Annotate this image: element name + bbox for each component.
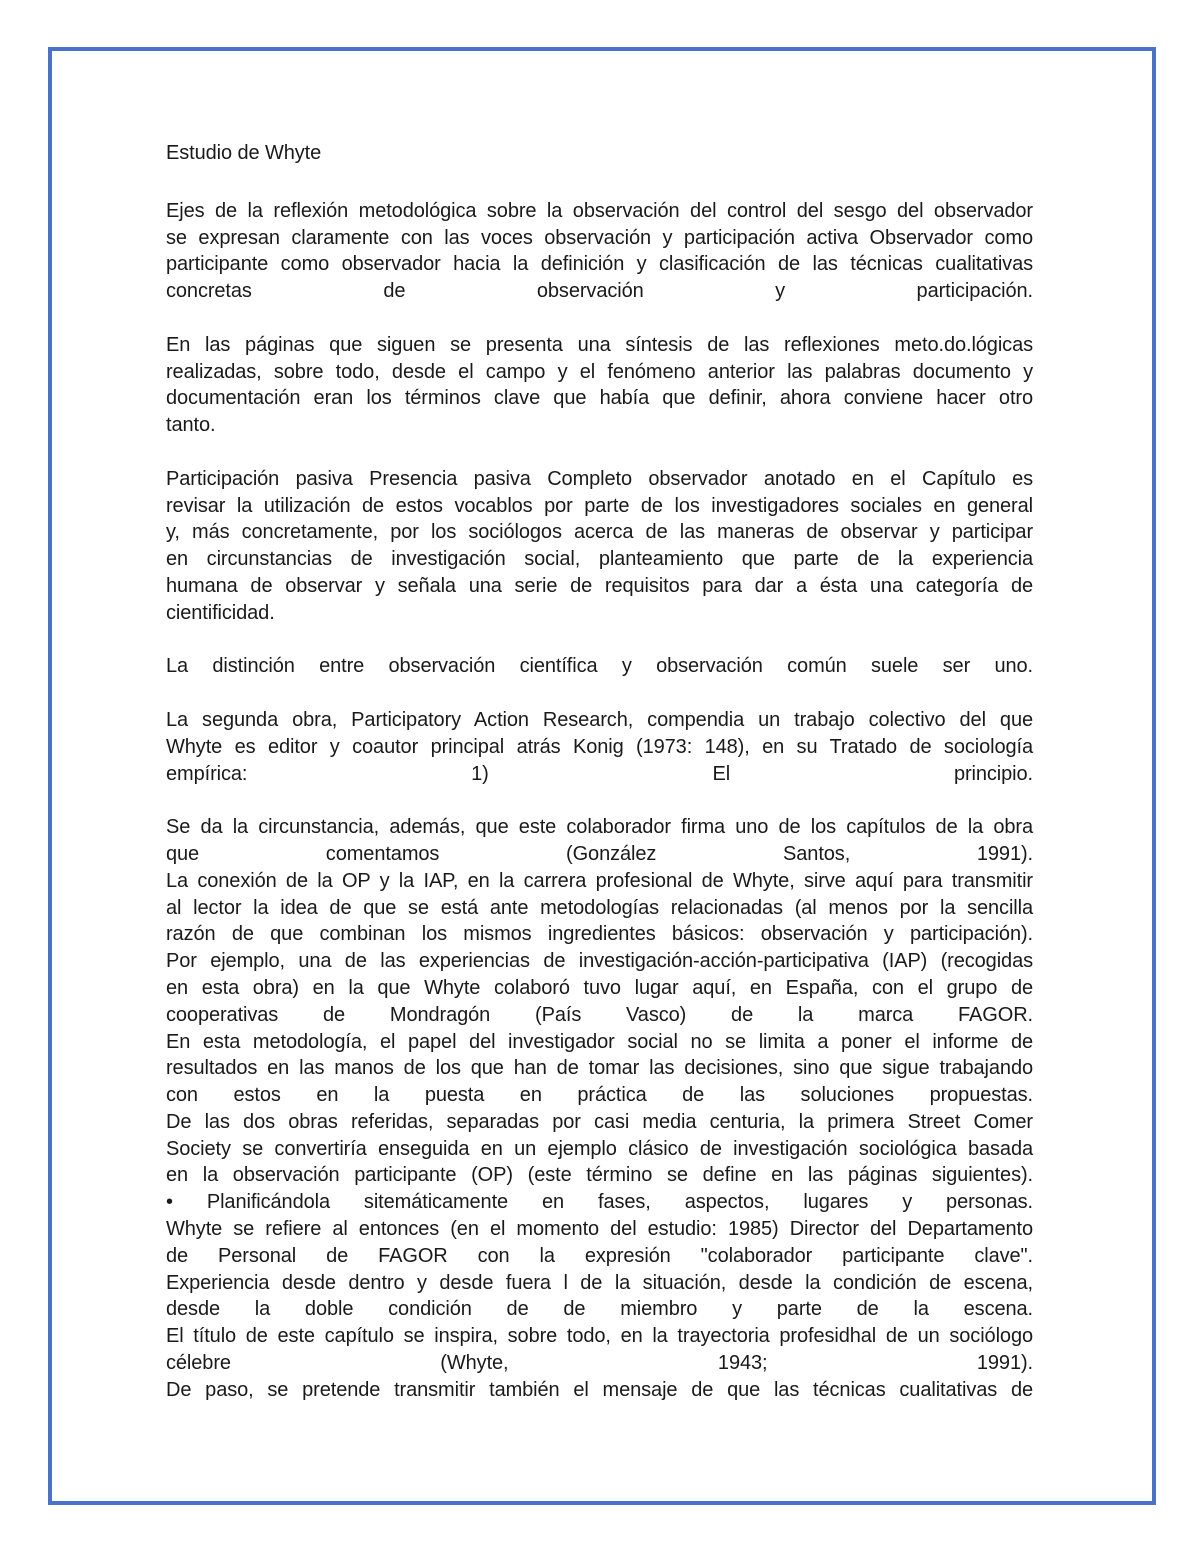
text-line: De paso, se pretende transmitir también el mensaje de que las técnicas cualitativas de: [166, 1378, 1033, 1401]
text-line: participante como observador hacia la definición y clasificación de las técnicas cualitativas: [166, 253, 1033, 276]
text-line: humana de observar y señala una serie de requisitos para dar a ésta una categoría de: [166, 574, 1033, 597]
text-line: En las páginas que siguen se presenta una síntesis de las reflexiones meto.do.lógicas: [166, 333, 1033, 356]
text-line: que comentamos (González Santos, 1991).: [166, 842, 1033, 865]
text-line: De las dos obras referidas, separadas por casi media centuria, la primera Street Comer: [166, 1110, 1033, 1133]
text-line: célebre (Whyte, 1943; 1991).: [166, 1352, 1033, 1375]
text-line: al lector la idea de que se está ante metodologías relacionadas (al menos por la sencilla: [166, 896, 1033, 919]
text-line: cientificidad.: [166, 601, 275, 624]
text-line: empírica: 1) El principio.: [166, 762, 1033, 785]
paragraph-2: [166, 332, 1033, 439]
text-line: Society se convertiría enseguida en un ejemplo clásico de investigación sociológica basada: [166, 1137, 1033, 1160]
text-line: • Planificándola sitemáticamente en fases, aspectos, lugares y personas.: [166, 1191, 1033, 1214]
text-line: Participación pasiva Presencia pasiva Completo observador anotado en el Capítulo es: [166, 467, 1033, 490]
text-line: Ejes de la reflexión metodológica sobre la observación del control del sesgo del observador: [166, 199, 1033, 222]
paragraph-4: [166, 653, 1033, 680]
text-line: en circunstancias de investigación social, planteamiento que parte de la experiencia: [166, 548, 1033, 571]
text-line: Whyte es editor y coautor principal atrás Konig (1973: 148), en su Tratado de sociología: [166, 735, 1033, 758]
text-line: en la observación participante (OP) (este término se define en las páginas siguientes).: [166, 1164, 1033, 1187]
text-line: realizadas, sobre todo, desde el campo y el fenómeno anterior las palabras documento y: [166, 360, 1033, 383]
paragraph-5: [166, 707, 1033, 787]
text-line: cooperativas de Mondragón (País Vasco) de la marca FAGOR.: [166, 1003, 1033, 1026]
text-line: La conexión de la OP y la IAP, en la carrera profesional de Whyte, sirve aquí para transmitir: [166, 869, 1033, 892]
paragraph-1: [166, 198, 1033, 305]
text-line: Por ejemplo, una de las experiencias de investigación-acción-participativa (IAP) (recogidas: [166, 950, 1033, 973]
paragraph-3: [166, 466, 1033, 627]
text-line: resultados en las manos de los que han de tomar las decisiones, sino que sigue trabajando: [166, 1057, 1033, 1080]
text-line: razón de que combinan los mismos ingredientes básicos: observación y participación).: [166, 923, 1033, 946]
text-line: La segunda obra, Participatory Action Research, compendia un trabajo colectivo del que: [166, 708, 1033, 731]
text-line: con estos en la puesta en práctica de las soluciones propuestas.: [166, 1084, 1033, 1107]
paragraph-6: [166, 814, 1033, 1404]
text-line: En esta metodología, el papel del investigador social no se limita a poner el informe de: [166, 1030, 1033, 1053]
text-line: tanto.: [166, 414, 216, 437]
text-line: se expresan claramente con las voces observación y participación activa Observador como: [166, 226, 1033, 249]
text-line: La distinción entre observación científica y observación común suele ser uno.: [166, 655, 1033, 678]
text-line: Experiencia desde dentro y desde fuera l de la situación, desde la condición de escena,: [166, 1271, 1033, 1294]
text-line: y, más concretamente, por los sociólogos acerca de las maneras de observar y participar: [166, 521, 1033, 544]
text-line: de Personal de FAGOR con la expresión "colaborador participante clave".: [166, 1244, 1033, 1267]
text-line: en esta obra) en la que Whyte colaboró tuvo lugar aquí, en España, con el grupo de: [166, 976, 1033, 999]
document-body: [166, 140, 1033, 1404]
text-line: El título de este capítulo se inspira, sobre todo, en la trayectoria profesidhal de un sociólogo: [166, 1325, 1033, 1348]
text-line: desde la doble condición de de miembro y parte de la escena.: [166, 1298, 1033, 1321]
text-line: Se da la circunstancia, además, que este colaborador firma uno de los capítulos de la obra: [166, 816, 1033, 839]
text-line: documentación eran los términos clave que había que definir, ahora conviene hacer otro: [166, 387, 1033, 410]
text-line: Whyte se refiere al entonces (en el momento del estudio: 1985) Director del Departamento: [166, 1218, 1033, 1241]
text-line: concretas de observación y participación.: [166, 280, 1033, 303]
document-title: Estudio de Whyte: [166, 142, 322, 164]
text-line: revisar la utilización de estos vocablos por parte de los investigadores sociales en general: [166, 494, 1033, 517]
